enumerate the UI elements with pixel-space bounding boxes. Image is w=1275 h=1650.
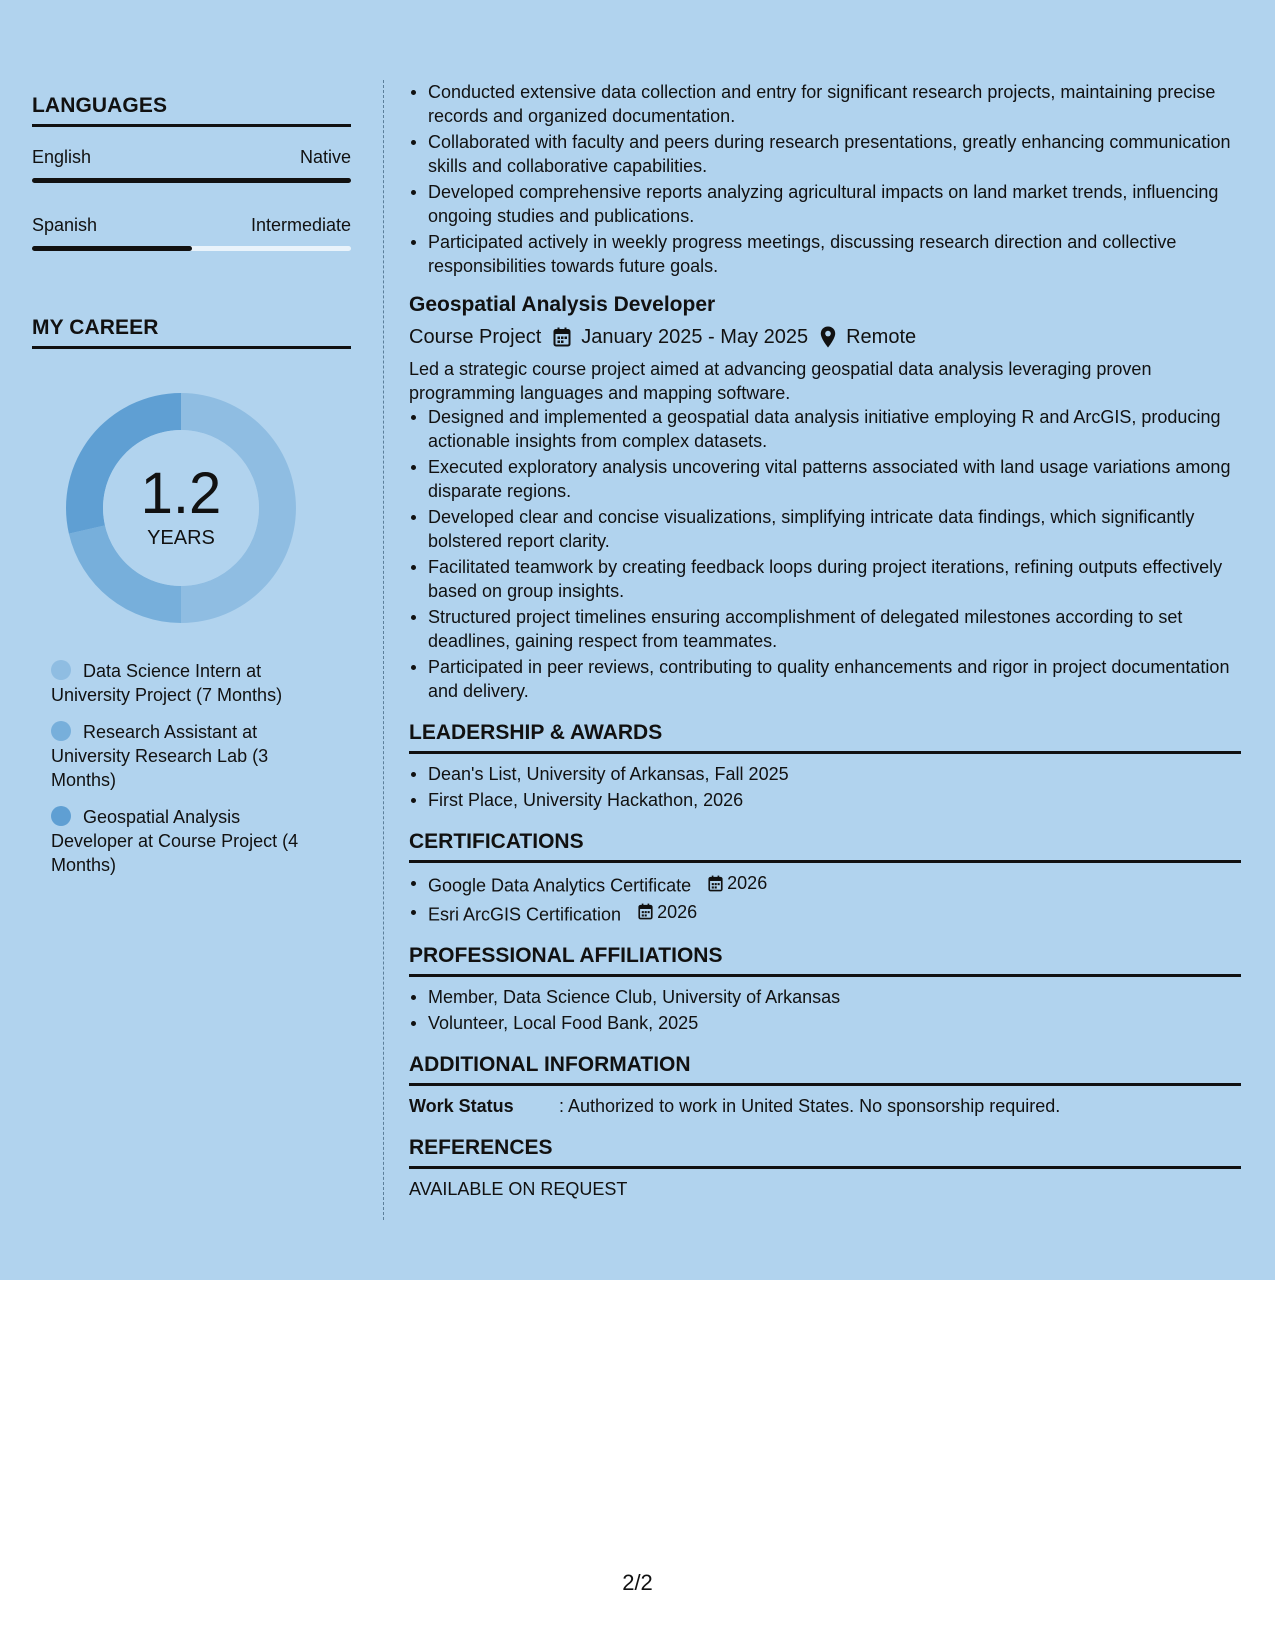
- affiliations-list: [409, 985, 1241, 1035]
- calendar-icon: [708, 875, 723, 892]
- column-divider: [383, 80, 384, 1220]
- list-item: Participated in peer reviews, contributing to quality enhancements and rigor in project documentation and delivery.: [409, 655, 1241, 703]
- list-item: Developed comprehensive reports analyzing agricultural impacts on land market trends, influencing ongoing studies and publications.: [409, 180, 1241, 228]
- list-item: Developed clear and concise visualizations, simplifying intricate data findings, which significantly bolstered report clarity.: [409, 505, 1241, 553]
- legend-dot-icon: [51, 806, 71, 826]
- list-item: Designed and implemented a geospatial data analysis initiative employing R and ArcGIS, producing actionable insights from complex datasets.: [409, 405, 1241, 453]
- language-proficiency-fill: [32, 246, 192, 251]
- left-column: [32, 94, 351, 890]
- list-item: Collaborated with faculty and peers during research presentations, greatly enhancing communication skills and collaborative capabilities.: [409, 130, 1241, 178]
- list-item: Executed exploratory analysis uncovering vital patterns associated with land usage variations among disparate regions.: [409, 455, 1241, 503]
- job-location: Remote: [846, 326, 917, 348]
- language-item: [32, 215, 351, 251]
- certification-year: 2026: [657, 901, 698, 922]
- legend-item: [51, 805, 326, 877]
- page-number: 2/2: [622, 1570, 653, 1595]
- location-pin-icon: [820, 326, 836, 348]
- references-heading: REFERENCES: [409, 1134, 1241, 1169]
- list-item: Participated actively in weekly progress meetings, discussing research direction and collective responsibilities towards future goals.: [409, 230, 1241, 278]
- legend-label: Data Science Intern at University Project (7 Months): [51, 661, 283, 705]
- job-meta: [409, 323, 1241, 351]
- legend-item: [51, 720, 326, 792]
- list-item: First Place, University Hackathon, 2026: [409, 788, 1241, 812]
- calendar-icon: [638, 903, 653, 920]
- certification-year: 2026: [727, 873, 768, 893]
- language-name: English: [32, 147, 92, 167]
- work-status-row: [409, 1094, 1241, 1118]
- certification-name: Google Data Analytics Certificate: [428, 875, 692, 896]
- list-item: Conducted extensive data collection and entry for significant research projects, maintaining precise records and organized documentation.: [409, 80, 1241, 128]
- career-years-label: YEARS: [147, 527, 215, 549]
- leadership-list: [409, 762, 1241, 812]
- language-proficiency-bar: [32, 246, 351, 251]
- legend-dot-icon: [51, 660, 71, 680]
- additional-info-heading: ADDITIONAL INFORMATION: [409, 1051, 1241, 1086]
- list-item: Structured project timelines ensuring accomplishment of delegated milestones according to set deadlines, gaining respect from teammates.: [409, 605, 1241, 653]
- certifications-heading: CERTIFICATIONS: [409, 828, 1241, 863]
- legend-label: Research Assistant at University Research Lab (3 Months): [51, 722, 269, 790]
- career-heading: MY CAREER: [32, 316, 351, 349]
- list-item: Dean's List, University of Arkansas, Fall 2025: [409, 762, 1241, 786]
- language-item: [32, 147, 351, 183]
- list-item: [409, 871, 1241, 898]
- career-total-years: 1.2: [140, 461, 222, 526]
- job-dates: January 2025 - May 2025: [581, 326, 809, 348]
- job-description: Led a strategic course project aimed at advancing geospatial data analysis leveraging proven programming languages and mapping software.: [409, 359, 1152, 403]
- job-organization: Course Project: [409, 326, 542, 348]
- career-legend: [51, 659, 326, 877]
- job-bullets: [409, 405, 1241, 703]
- language-level: Intermediate: [250, 215, 351, 235]
- work-status-label: Work Status: [409, 1096, 514, 1116]
- legend-dot-icon: [51, 721, 71, 741]
- language-proficiency-bar: [32, 178, 351, 183]
- legend-label: Geospatial Analysis Developer at Course Project (4 Months): [51, 807, 299, 875]
- work-status-value: : Authorized to work in United States. No sponsorship required.: [559, 1096, 1061, 1116]
- job-title: Geospatial Analysis Developer: [409, 293, 716, 316]
- references-text: AVAILABLE ON REQUEST: [409, 1179, 628, 1199]
- list-item: Member, Data Science Club, University of Arkansas: [409, 985, 1241, 1009]
- certifications-list: [409, 871, 1241, 926]
- list-item: [409, 900, 1241, 927]
- language-name: Spanish: [32, 215, 98, 235]
- language-level: Native: [299, 147, 351, 167]
- list-item: Facilitated teamwork by creating feedback loops during project iterations, refining outputs effectively based on group insights.: [409, 555, 1241, 603]
- language-proficiency-fill: [32, 178, 351, 183]
- right-column: [409, 80, 1241, 1201]
- list-item: Volunteer, Local Food Bank, 2025: [409, 1011, 1241, 1035]
- leadership-heading: LEADERSHIP & AWARDS: [409, 719, 1241, 754]
- legend-item: [51, 659, 326, 707]
- career-donut-chart: [66, 393, 296, 623]
- calendar-icon: [553, 327, 571, 347]
- previous-job-bullets: [409, 80, 1241, 278]
- certification-name: Esri ArcGIS Certification: [428, 904, 622, 924]
- affiliations-heading: PROFESSIONAL AFFILIATIONS: [409, 942, 1241, 977]
- languages-heading: LANGUAGES: [32, 94, 351, 127]
